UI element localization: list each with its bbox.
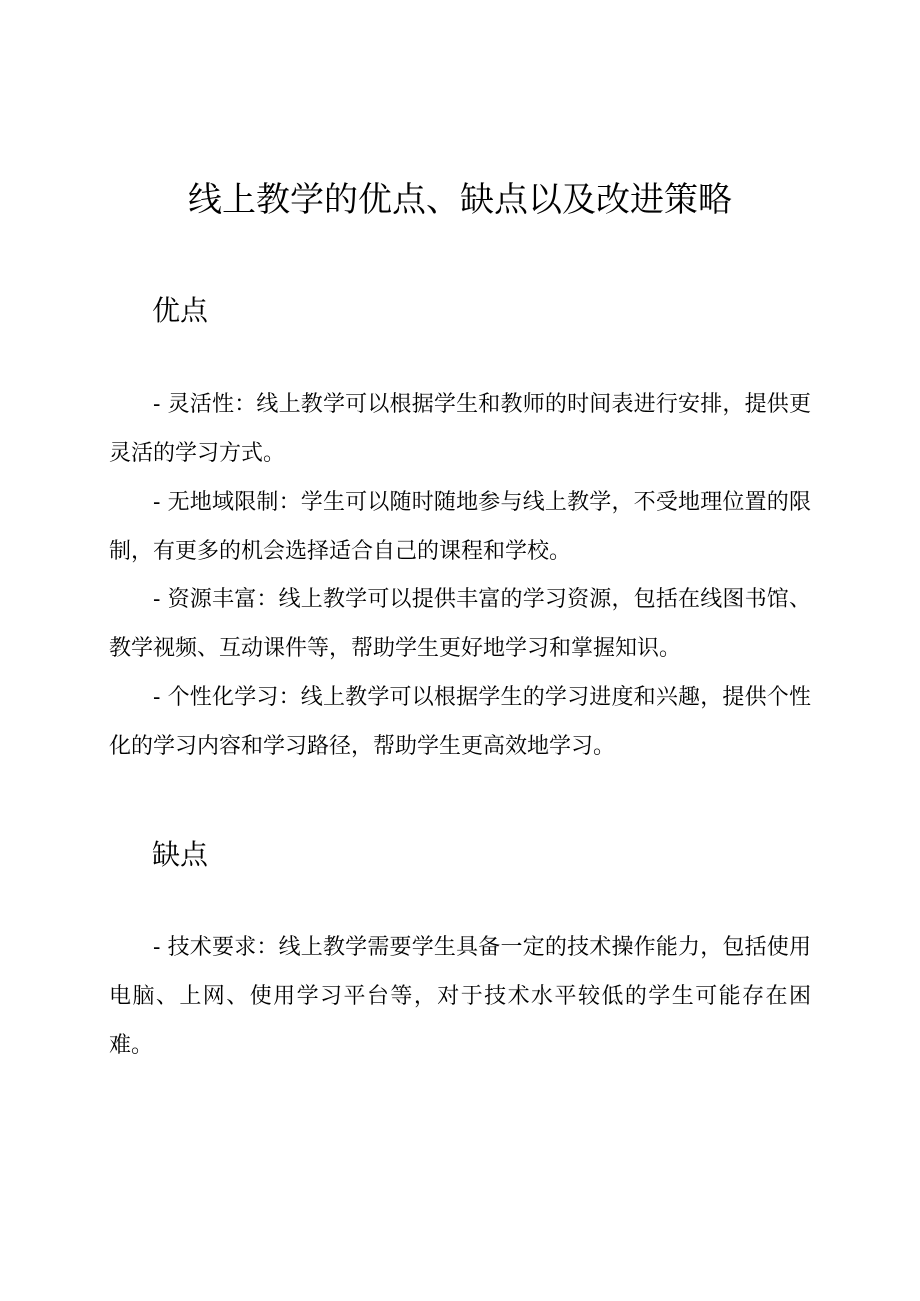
advantage-item-personalized-learning: - 个性化学习：线上教学可以根据学生的学习进度和兴趣，提供个性化的学习内容和学习路径，帮助学生更高效地学习。 xyxy=(109,685,811,759)
section-heading-advantages: 优点 xyxy=(152,294,209,327)
page-title: 线上教学的优点、缺点以及改进策略 xyxy=(188,180,732,220)
advantage-item-flexibility: - 灵活性：线上教学可以根据学生和教师的时间表进行安排，提供更灵活的学习方式。 xyxy=(109,392,811,466)
disadvantage-item-technical-requirements: - 技术要求：线上教学需要学生具备一定的技术操作能力，包括使用电脑、上网、使用学习平台等，对于技术水平较低的学生可能存在困难。 xyxy=(109,935,811,1058)
advantage-item-rich-resources: - 资源丰富：线上教学可以提供丰富的学习资源，包括在线图书馆、教学视频、互动课件等，帮助学生更好地学习和掌握知识。 xyxy=(109,587,811,661)
section-heading-disadvantages: 缺点 xyxy=(152,838,209,871)
advantage-item-no-location-limit: - 无地域限制：学生可以随时随地参与线上教学，不受地理位置的限制，有更多的机会选择适合自己的课程和学校。 xyxy=(109,490,811,564)
